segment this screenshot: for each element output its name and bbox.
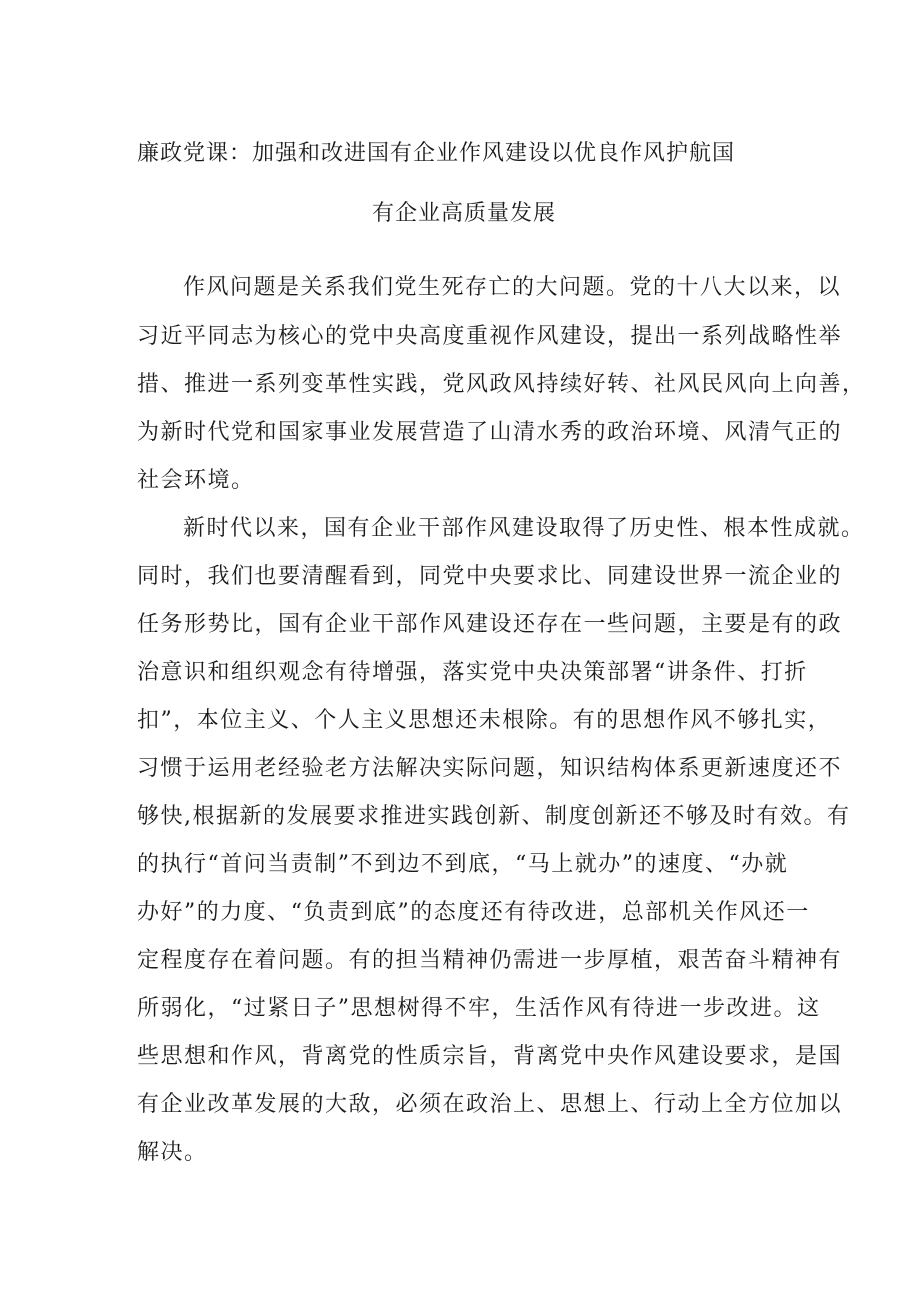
paragraph-2-line: 新时代以来，国有企业干部作风建设取得了历史性、根本性成就。 [183, 516, 865, 541]
paragraph-1-line: 习近平同志为核心的党中央高度重视作风建设，提出一系列战略性举 [137, 324, 843, 349]
paragraph-2-line: 够快,根据新的发展要求推进实践创新、制度创新还不够及时有效。有 [137, 804, 851, 829]
paragraph-2-line: 任务形势比，国有企业干部作风建设还存在一些问题，主要是有的政 [137, 612, 843, 637]
paragraph-1-line: 社会环境。 [137, 468, 255, 493]
document-title-line-2: 有企业高质量发展 [372, 201, 557, 226]
paragraph-2-line: 些思想和作风，背离党的性质宗旨，背离党中央作风建设要求，是国 [137, 1044, 843, 1069]
paragraph-2-line: 办好”的力度、“负责到底”的态度还有待改进，总部机关作风还一 [137, 900, 810, 925]
paragraph-2-line: 解决。 [137, 1140, 208, 1165]
paragraph-2-line: 的执行“首问当责制”不到边不到底，“马上就办”的速度、“办就 [137, 852, 789, 877]
paragraph-2-line: 所弱化，“过紧日子”思想树得不牢，生活作风有待进一步改进。这 [137, 996, 821, 1021]
paragraph-1-line: 措、推进一系列变革性实践，党风政风持续好转、社风民风向上向善， [137, 372, 866, 397]
paragraph-2-line: 习惯于运用老经验老方法解决实际问题，知识结构体系更新速度还不 [137, 756, 843, 781]
paragraph-2-line: 有企业改革发展的大敌，必须在政治上、思想上、行动上全方位加以 [137, 1092, 843, 1117]
paragraph-2-line: 同时，我们也要清醒看到，同党中央要求比、同建设世界一流企业的 [137, 564, 843, 589]
document-title-line-1: 廉政党课：加强和改进国有企业作风建设以优良作风护航国 [137, 141, 736, 166]
paragraph-2-line: 治意识和组织观念有待增强，落实党中央决策部署“讲条件、打折 [137, 660, 808, 685]
paragraph-1-line: 为新时代党和国家事业发展营造了山清水秀的政治环境、风清气正的 [137, 420, 843, 445]
paragraph-2-line: 定程度存在着问题。有的担当精神仍需进一步厚植，艰苦奋斗精神有 [137, 948, 843, 973]
paragraph-2-line: 扣”，本位主义、个人主义思想还未根除。有的思想作风不够扎实， [137, 708, 832, 733]
paragraph-1-line: 作风问题是关系我们党生死存亡的大问题。党的十八大以来，以 [183, 275, 842, 300]
